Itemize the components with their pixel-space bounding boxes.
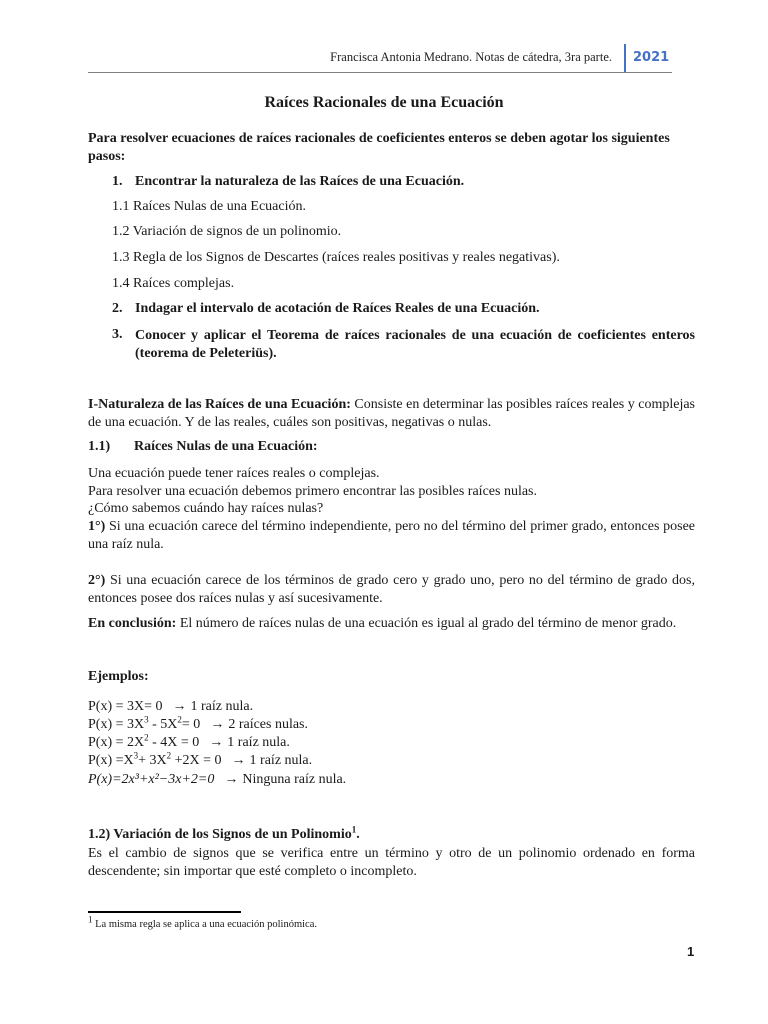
step-3-number: 3.	[112, 327, 123, 342]
section-1-2-paragraph: Es el cambio de signos que se verifica entre un término y otro de un polinomio ordenado en forma descendente; sin importar que esté completo o incompleto.	[88, 846, 695, 879]
example-2-part-a: P(x) = 3X	[88, 717, 145, 732]
arrow-icon: →	[231, 753, 246, 768]
rule-2-text: Si una ecuación carece de los términos de grado cero y grado uno, pero no del término de grado dos, entonces posee dos raíces nulas y así sucesivamente.	[88, 573, 695, 606]
example-5	[88, 772, 346, 788]
section-1-1-line-3: ¿Cómo sabemos cuándo hay raíces nulas?	[88, 501, 324, 516]
rule-1-label: 1°)	[88, 519, 106, 534]
example-1	[88, 699, 253, 715]
section-1-2-heading: 1.2) Variación de los Signos de un Polinomio	[88, 827, 352, 842]
footnote-text: La misma regla se aplica a una ecuación polinómica.	[92, 919, 317, 930]
footnote-rule	[88, 911, 241, 913]
exponent: 2	[177, 714, 182, 725]
rule-2-paragraph	[88, 572, 695, 607]
exponent: 3	[133, 750, 139, 761]
step-2-number: 2.	[112, 301, 123, 316]
step-1-number: 1.	[112, 174, 123, 189]
header-rule	[88, 72, 672, 73]
step-1-1: 1.1 Raíces Nulas de una Ecuación.	[112, 199, 306, 214]
rule-1-text: Si una ecuación carece del término independiente, pero no del término del primer grado, entonces posee una raíz nula.	[88, 519, 695, 552]
step-1-3: 1.3 Regla de los Signos de Descartes (raíces reales positivas y reales negativas).	[112, 250, 560, 265]
section-1-1-line-1: Una ecuación puede tener raíces reales o complejas.	[88, 466, 380, 481]
example-2-result: 2 raíces nulas.	[228, 717, 309, 732]
footnote-number: 1	[88, 914, 93, 925]
conclusion-text: El número de raíces nulas de una ecuación es igual al grado del término de menor grado.	[176, 616, 677, 631]
example-1-result: 1 raíz nula.	[190, 699, 254, 714]
example-4-part-c: +2X = 0	[171, 753, 222, 768]
heading-period: .	[356, 827, 360, 842]
example-4-part-b: + 3X	[138, 753, 167, 768]
conclusion-label: En conclusión:	[88, 616, 177, 631]
footnote	[88, 914, 317, 930]
arrow-icon: →	[210, 717, 225, 732]
page-number: 1	[687, 944, 695, 959]
intro-paragraph: Para resolver ecuaciones de raíces racionales de coeficientes enteros se deben agotar los siguientes pasos:	[88, 131, 670, 164]
exponent: 2	[166, 750, 172, 761]
example-3-part-a: P(x) = 2X	[88, 735, 145, 750]
section-1-1-heading: Raíces Nulas de una Ecuación:	[134, 439, 318, 454]
step-3: Conocer y aplicar el Teorema de raíces racionales de una ecuación de coeficientes enteros (teorema de Peleteriüs).	[135, 328, 695, 361]
header-divider	[624, 44, 626, 72]
example-3-result: 1 raíz nula.	[227, 735, 290, 750]
step-1-2: 1.2 Variación de signos de un polinomio.	[112, 224, 342, 239]
example-2	[88, 714, 309, 733]
conclusion-paragraph	[88, 615, 695, 633]
header-year: 2021	[633, 50, 670, 65]
rule-2-label: 2°)	[88, 573, 106, 588]
arrow-icon: →	[209, 735, 224, 750]
example-2-part-b: - 5X	[148, 717, 178, 732]
exponent: 3	[144, 714, 149, 725]
example-3-part-b: - 4X = 0	[148, 735, 200, 750]
section-1-2-heading-line	[88, 826, 695, 844]
section-1-text: Consiste en determinar las posibles raíces reales y complejas de una ecuación. Y de las reales, cuáles son positivas, negativas o nulas.	[88, 397, 695, 430]
example-4-part-a: P(x) =X	[88, 753, 134, 768]
section-1-paragraph	[88, 396, 695, 431]
running-header: Francisca Antonia Medrano. Notas de cátedra, 3ra parte.	[330, 50, 612, 64]
example-2-part-c: = 0	[181, 717, 201, 732]
example-4	[88, 750, 313, 769]
step-2: Indagar el intervalo de acotación de Raíces Reales de una Ecuación.	[135, 301, 540, 316]
footnote-reference: 1	[351, 824, 357, 835]
examples-heading: Ejemplos:	[88, 669, 149, 684]
rule-1-paragraph	[88, 518, 695, 553]
example-5-result: Ninguna raíz nula.	[242, 772, 347, 787]
section-1-1-number: 1.1)	[88, 439, 111, 454]
example-3	[88, 732, 290, 751]
page-title: Raíces Racionales de una Ecuación	[264, 94, 504, 111]
step-1-4: 1.4 Raíces complejas.	[112, 276, 235, 291]
section-1-1-line-2: Para resolver una ecuación debemos primero encontrar las posibles raíces nulas.	[88, 484, 537, 499]
section-1-heading: I-Naturaleza de las Raíces de una Ecuación:	[88, 397, 351, 412]
exponent: 2	[144, 732, 149, 743]
example-1-expression: P(x) = 3X= 0	[88, 699, 163, 714]
example-4-result: 1 raíz nula.	[249, 753, 313, 768]
step-1: Encontrar la naturaleza de las Raíces de una Ecuación.	[135, 174, 465, 189]
example-5-expression: P(x)=2x³+x²−3x+2=0	[88, 772, 215, 787]
arrow-icon: →	[224, 772, 239, 787]
arrow-icon: →	[172, 699, 187, 714]
